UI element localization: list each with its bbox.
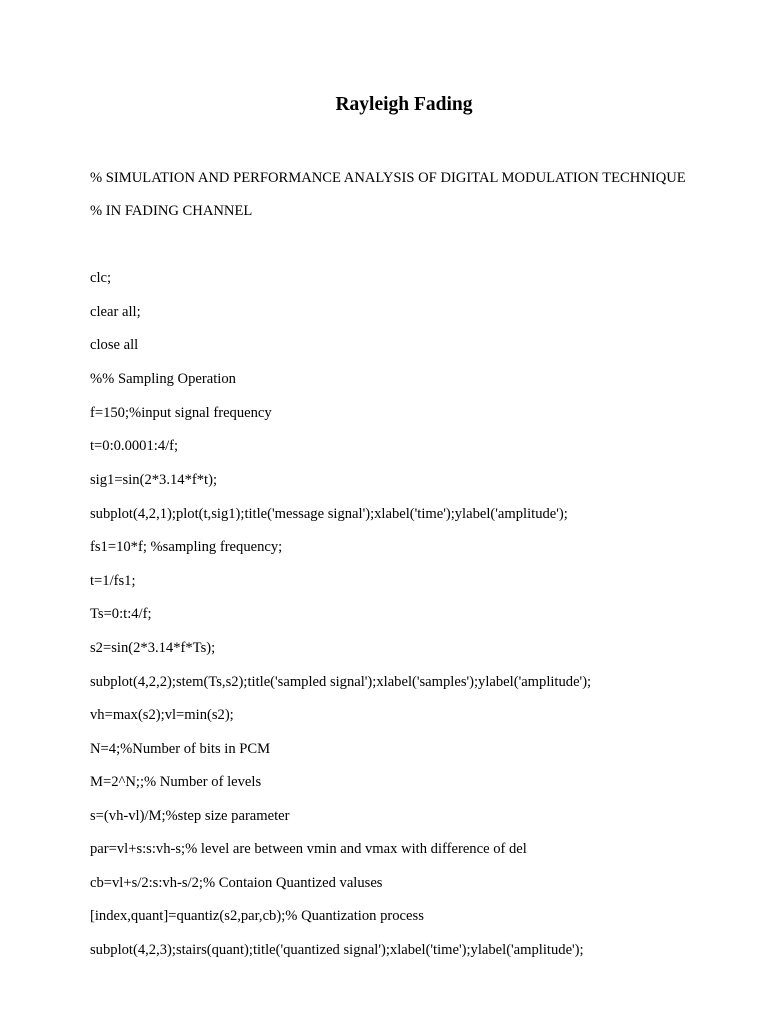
code-line: Ts=0:t:4/f; (90, 606, 152, 622)
comment-line-1: % SIMULATION AND PERFORMANCE ANALYSIS OF DIGITAL MODULATION TECHNIQUE (90, 170, 686, 186)
code-line: cb=vl+s/2:s:vh-s/2;% Contaion Quantized valuses (90, 875, 383, 891)
code-line: M=2^N;;% Number of levels (90, 774, 262, 790)
code-line: fs1=10*f; %sampling frequency; (90, 539, 283, 555)
code-line: s2=sin(2*3.14*f*Ts); (90, 640, 216, 656)
code-line: [index,quant]=quantiz(s2,par,cb);% Quantization process (90, 908, 424, 924)
code-line: close all (90, 337, 139, 353)
code-line: N=4;%Number of bits in PCM (90, 741, 271, 757)
code-line: t=1/fs1; (90, 573, 136, 589)
code-line: subplot(4,2,3);stairs(quant);title('quantized signal');xlabel('time');ylabel('amplitude'); (90, 942, 584, 958)
code-line: par=vl+s:s:vh-s;% level are between vmin and vmax with difference of del (90, 841, 527, 857)
code-line: subplot(4,2,1);plot(t,sig1);title('message signal');xlabel('time');ylabel('amplitude'); (90, 506, 568, 522)
code-line: %% Sampling Operation (90, 371, 236, 387)
document-title: Rayleigh Fading (335, 94, 473, 115)
code-line: subplot(4,2,2);stem(Ts,s2);title('sampled signal');xlabel('samples');ylabel('amplitude'); (90, 674, 592, 690)
code-line: sig1=sin(2*3.14*f*t); (90, 472, 218, 488)
code-line: vh=max(s2);vl=min(s2); (90, 707, 234, 723)
code-line: f=150;%input signal frequency (90, 405, 272, 421)
code-line: clear all; (90, 304, 141, 320)
code-line: clc; (90, 270, 112, 286)
code-line: s=(vh-vl)/M;%step size parameter (90, 808, 290, 824)
code-line: t=0:0.0001:4/f; (90, 438, 179, 454)
comment-line-2: % IN FADING CHANNEL (90, 203, 253, 219)
